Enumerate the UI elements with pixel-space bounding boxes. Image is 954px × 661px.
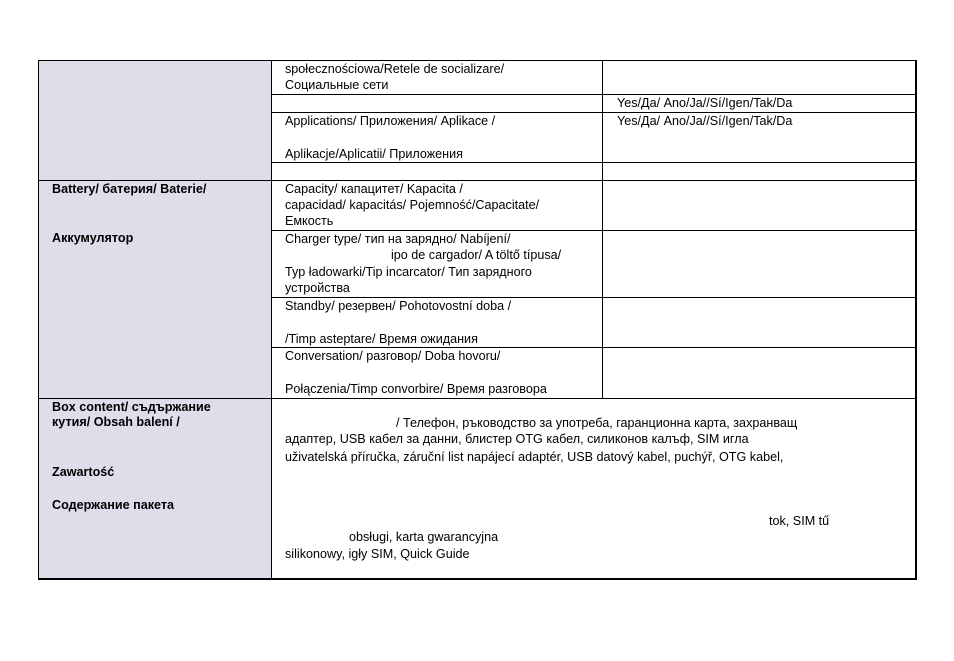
box-content-heading-line4: Содержание пакета <box>52 498 175 512</box>
column-divider-1 <box>271 60 272 580</box>
table-border-bottom <box>38 578 917 580</box>
conversation-label-line1: Conversation/ разговор/ Doba hovoru/ <box>285 349 501 363</box>
standby-label-line2: /Timp asteptare/ Время ожидания <box>285 332 478 346</box>
capacity-label-line1: Capacity/ капацитет/ Kapacita / <box>285 182 463 196</box>
social-networks-label-line2: Социальные сети <box>285 78 389 92</box>
table-border-left <box>38 60 39 580</box>
box-content-line4: tok, SIM tű <box>769 514 830 528</box>
capacity-label-line2: capacidad/ kapacitás/ Pojemność/Capacitate/ <box>285 198 540 212</box>
box-content-heading-line3: Zawartość <box>52 465 115 479</box>
box-content-line5: obsługi, karta gwarancyjna <box>349 530 499 544</box>
charger-type-label-line3: Typ ładowarki/Tip incarcator/ Тип зарядного <box>285 265 532 279</box>
table-border-right <box>915 60 917 580</box>
applications-value: Yes/Да/ Ano/Ja//Sí/Igen/Tak/Da <box>617 114 793 128</box>
box-content-heading-line1: Box content/ съдържание <box>52 400 211 414</box>
capacity-label-line3: Емкость <box>285 214 334 228</box>
box-content-line2: адаптер, USB кабел за данни, блистер OTG кабел, силиконов калъф, SIM игла <box>285 432 749 446</box>
box-content-heading-line2: кутия/ Obsah balení / <box>52 415 180 429</box>
row-divider <box>271 162 916 163</box>
applications-label-line2: Aplikacje/Aplicatii/ Приложения <box>285 147 463 161</box>
yes-value: Yes/Да/ Ano/Ja//Sí/Igen/Tak/Da <box>617 96 793 110</box>
row-divider <box>271 94 916 95</box>
box-content-line3: uživatelská příručka, záruční list napájecí adaptér, USB datový kabel, puchýř, OTG kabel, <box>285 450 784 464</box>
social-networks-label-line1: społecznościowa/Retele de socializare/ <box>285 62 505 76</box>
charger-type-label-line2: ipo de cargador/ A töltő típusa/ <box>391 248 562 262</box>
charger-type-label-line1: Charger type/ тип на зарядно/ Nabíjení/ <box>285 232 511 246</box>
battery-heading-line2: Аккумулятор <box>52 231 134 245</box>
applications-label-line1: Applications/ Приложения/ Aplikace / <box>285 114 496 128</box>
standby-label-line1: Standby/ резервен/ Pohotovostní doba / <box>285 299 512 313</box>
box-content-line1: / Телефон, ръководство за употреба, гаранционна карта, захранващ <box>396 416 798 430</box>
battery-heading-line1: Battery/ батерия/ Baterie/ <box>52 182 207 196</box>
box-content-line6: silikonowy, igły SIM, Quick Guide <box>285 547 470 561</box>
charger-type-label-line4: устройства <box>285 281 350 295</box>
conversation-label-line2: Połączenia/Timp convorbire/ Время разговора <box>285 382 547 396</box>
